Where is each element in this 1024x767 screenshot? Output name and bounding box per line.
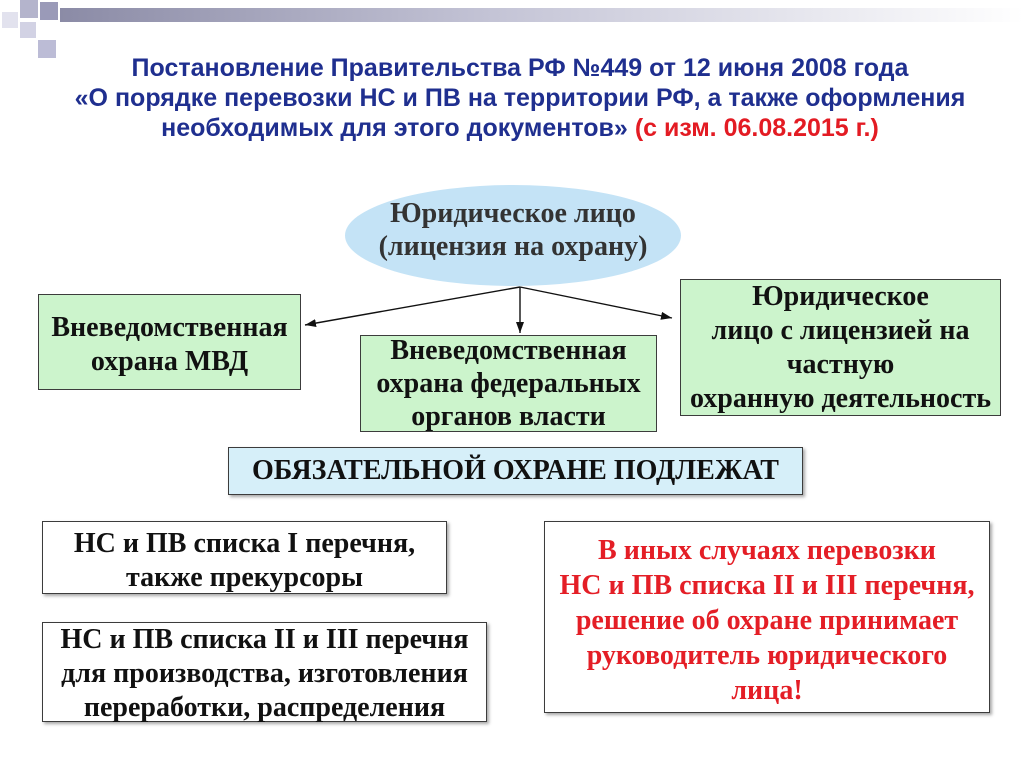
root-node-line: Юридическое лицо bbox=[390, 197, 636, 229]
root-node-line: (лицензия на охрану) bbox=[378, 230, 648, 262]
banner-text: ОБЯЗАТЕЛЬНОЙ ОХРАНЕ ПОДЛЕЖАТ bbox=[252, 455, 779, 486]
title-line-1: Постановление Правительства РФ №449 от 12 июня 2008 года bbox=[131, 54, 909, 82]
other-cases-note-box bbox=[544, 521, 990, 713]
mandatory-box-line: НС и ПВ списка II и III перечня bbox=[60, 624, 469, 655]
mandatory-box-line: также прекурсоры bbox=[126, 561, 363, 593]
branch-box-line: органов власти bbox=[411, 401, 606, 432]
branch-box-mvd bbox=[38, 294, 301, 390]
title-line-2: «О порядке перевозки НС и ПВ на территории РФ, а также оформления bbox=[74, 84, 966, 112]
title-line-3-main: необходимых для этого документов» bbox=[161, 114, 628, 142]
header-gradient-bar bbox=[60, 8, 1024, 22]
branch-box-line: охрана федеральных bbox=[376, 368, 641, 399]
slide-title bbox=[0, 53, 1024, 143]
mandatory-box-line: переработки, распределения bbox=[83, 692, 446, 723]
note-line: НС и ПВ списка II и III перечня, bbox=[559, 569, 975, 601]
decorative-square bbox=[20, 0, 38, 18]
note-line: решение об охране принимает bbox=[575, 604, 959, 636]
arrow-to-mvd-box bbox=[305, 287, 520, 325]
branch-box-private-security bbox=[680, 279, 1001, 416]
note-line: В иных случаях перевозки bbox=[598, 534, 936, 566]
branch-box-line: Юридическое bbox=[752, 280, 929, 312]
branch-box-line: частную bbox=[786, 348, 895, 380]
mandatory-box-list-2-3 bbox=[42, 622, 487, 722]
root-node-legal-entity bbox=[345, 185, 681, 286]
mandatory-protection-banner bbox=[228, 447, 803, 495]
branch-box-federal bbox=[360, 335, 657, 432]
mandatory-box-line: для производства, изготовления bbox=[61, 658, 468, 689]
branch-box-line: лицо с лицензией на bbox=[711, 314, 970, 346]
title-amendment: (с изм. 06.08.2015 г.) bbox=[634, 114, 879, 142]
branch-box-line: охрана МВД bbox=[90, 346, 249, 377]
branch-box-line: Вневедомственная bbox=[390, 335, 627, 366]
mandatory-box-list-1 bbox=[42, 521, 447, 594]
mandatory-box-line: НС и ПВ списка I перечня, bbox=[73, 527, 416, 559]
note-line: лица! bbox=[731, 674, 803, 706]
decorative-square bbox=[20, 22, 36, 38]
title-line-3 bbox=[16, 113, 1024, 143]
arrow-to-private-box bbox=[520, 287, 672, 318]
branch-box-line: Вневедомственная bbox=[51, 312, 288, 343]
decorative-square bbox=[40, 2, 58, 20]
branch-box-line: охранную деятельность bbox=[689, 382, 992, 414]
note-line: руководитель юридического bbox=[586, 639, 948, 671]
decorative-square bbox=[2, 12, 18, 28]
